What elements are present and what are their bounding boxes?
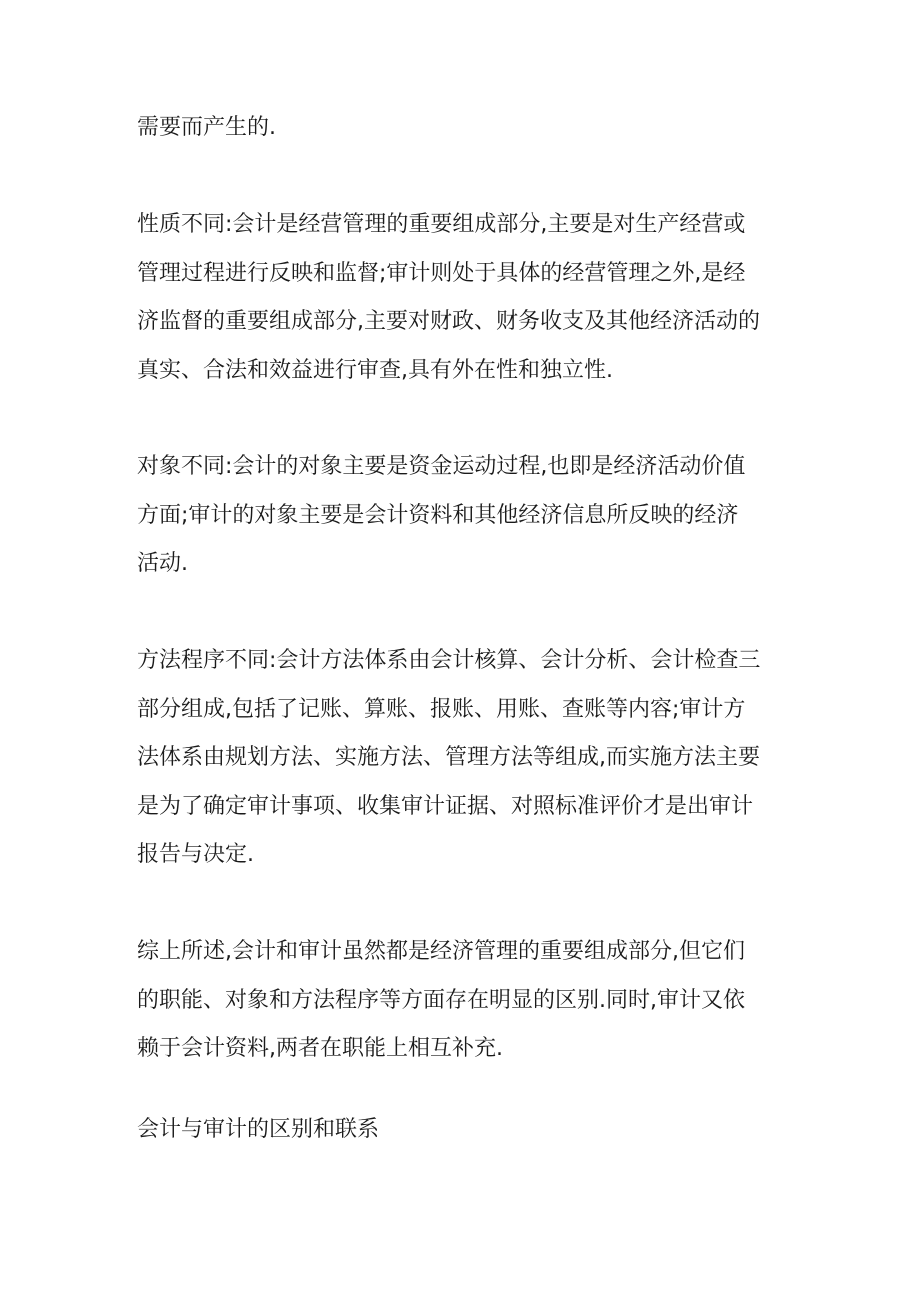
text-line: 综上所述,会计和审计虽然都是经济管理的重要组成部分,但它们 xyxy=(137,939,745,964)
text-line: 性质不同:会计是经营管理的重要组成部分,主要是对生产经营或 xyxy=(137,212,746,237)
heading-text: 会计与审计的区别和联系 xyxy=(137,1117,380,1142)
text-line: 管理过程进行反映和监督;审计则处于具体的经营管理之外,是经 xyxy=(137,260,746,286)
text-line: 活动. xyxy=(137,551,188,576)
text-line: 部分组成,包括了记账、算账、报账、用账、查账等内容;审计方 xyxy=(137,696,746,722)
paragraph-method-difference xyxy=(137,637,760,880)
text-line: 报告与决定. xyxy=(137,842,254,867)
text-line: 的职能、对象和方法程序等方面存在明显的区别.同时,审计又依 xyxy=(137,987,745,1013)
text-line: 真实、合法和效益进行审查,具有外在性和独立性. xyxy=(137,357,613,383)
paragraph-nature-difference xyxy=(137,201,760,395)
paragraph-intro-tail xyxy=(137,104,276,153)
text-line: 是为了确定审计事项、收集审计证据、对照标准评价才是出审计 xyxy=(137,793,754,819)
text-line: 对象不同:会计的对象主要是资金运动过程,也即是经济活动价值 xyxy=(137,454,746,479)
section-heading xyxy=(137,1106,379,1155)
text-line: 方面;审计的对象主要是会计资料和其他经济信息所反映的经济 xyxy=(137,502,739,528)
paragraph-summary xyxy=(137,928,745,1074)
text-line: 需要而产生的. xyxy=(137,115,276,140)
paragraph-object-difference xyxy=(137,443,745,589)
text-line: 法体系由规划方法、实施方法、管理方法等组成,而实施方法主要 xyxy=(137,745,760,770)
text-line: 赖于会计资料,两者在职能上相互补充. xyxy=(137,1036,503,1061)
text-line: 方法程序不同:会计方法体系由会计核算、会计分析、会计检查三 xyxy=(137,648,761,673)
text-line: 济监督的重要组成部分,主要对财政、财务收支及其他经济活动的 xyxy=(137,309,760,334)
